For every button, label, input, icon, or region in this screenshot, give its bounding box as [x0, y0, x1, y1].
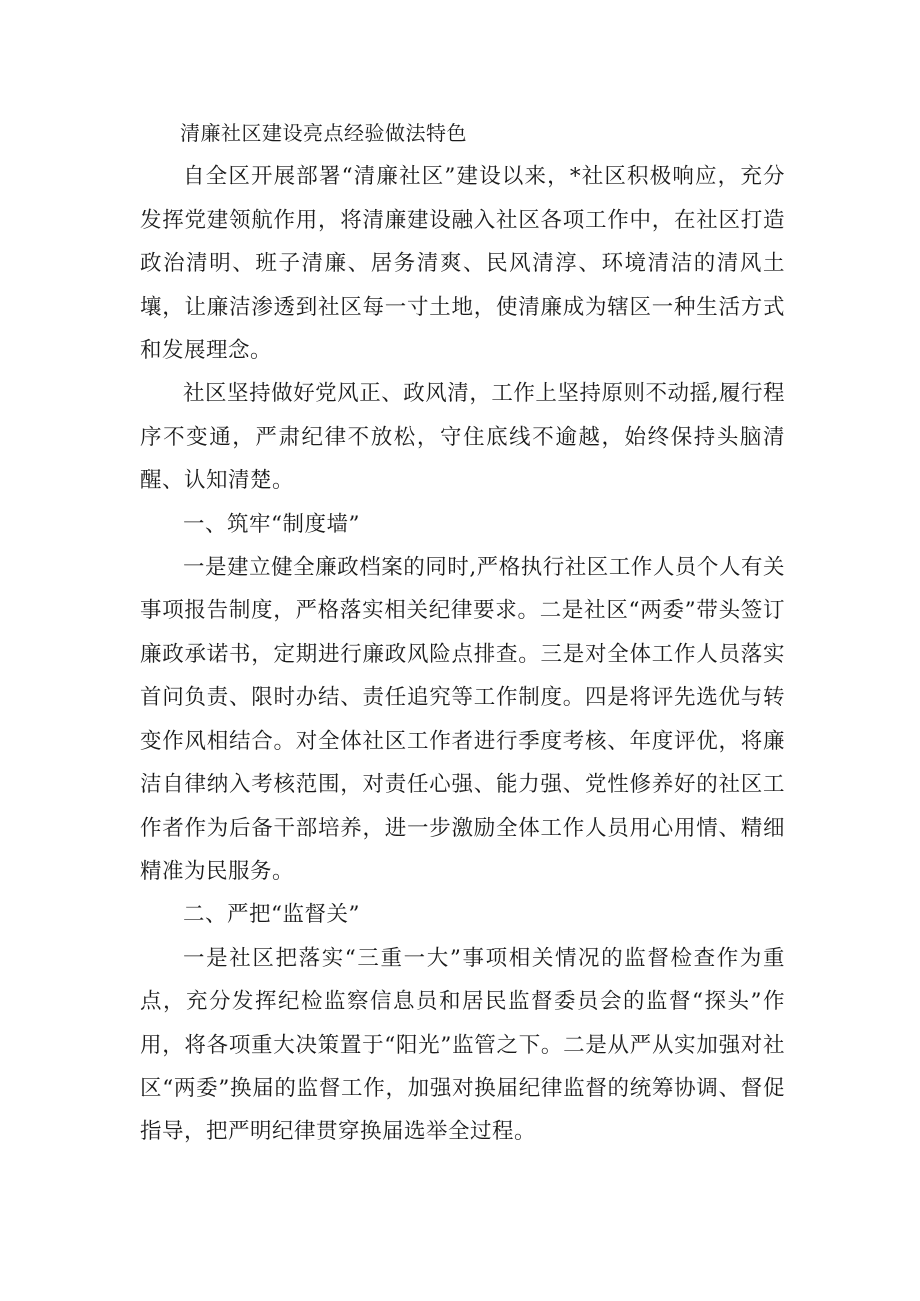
- document-body: [140, 112, 785, 1154]
- section-1-heading: 一、筑牢“制度墙”: [183, 511, 360, 537]
- section-1-body: 一是建立健全廉政档案的同时,严格执行社区工作人员个人有关事项报告制度，严格落实相关纪律要求。二是社区“两委”带头签订廉政承诺书，定期进行廉政风险点排查。三是对全体工作人员落实首问负责、限时办结、责任追究等工作制度。四是将评先选优与转变作风相结合。对全体社区工作者进行季度考核、年度评优，将廉洁自律纳入考核范围，对责任心强、能力强、党性修养好的社区工作者作为后备干部培养，进一步激励全体工作人员用心用情、精细精准为民服务。: [140, 555, 785, 884]
- principle-paragraph: 社区坚持做好党风正、政风清，工作上坚持原则不动摇,履行程序不变通，严肃纪律不放松，守住底线不逾越，始终保持头脑清醒、认知清楚。: [140, 381, 785, 494]
- document-title: 清廉社区建设亮点经验做法特色: [180, 121, 467, 145]
- section-2-heading: 二、严把“监督关”: [183, 902, 360, 928]
- section-2-body: 一是社区把落实“三重一大”事项相关情况的监督检查作为重点，充分发挥纪检监察信息员和居民监督委员会的监督“探头”作用，将各项重大决策置于“阳光”监管之下。二是从严从实加强对社区“两委”换届的监督工作，加强对换届纪律监督的统筹协调、督促指导，把严明纪律贯穿换届选举全过程。: [140, 945, 785, 1145]
- intro-paragraph: 自全区开展部署“清廉社区”建设以来，*社区积极响应，充分发挥党建领航作用，将清廉建设融入社区各项工作中，在社区打造政治清明、班子清廉、居务清爽、民风清淳、环境清洁的清风土壤，让廉洁渗透到社区每一寸土地，使清廉成为辖区一种生活方式和发展理念。: [140, 164, 785, 364]
